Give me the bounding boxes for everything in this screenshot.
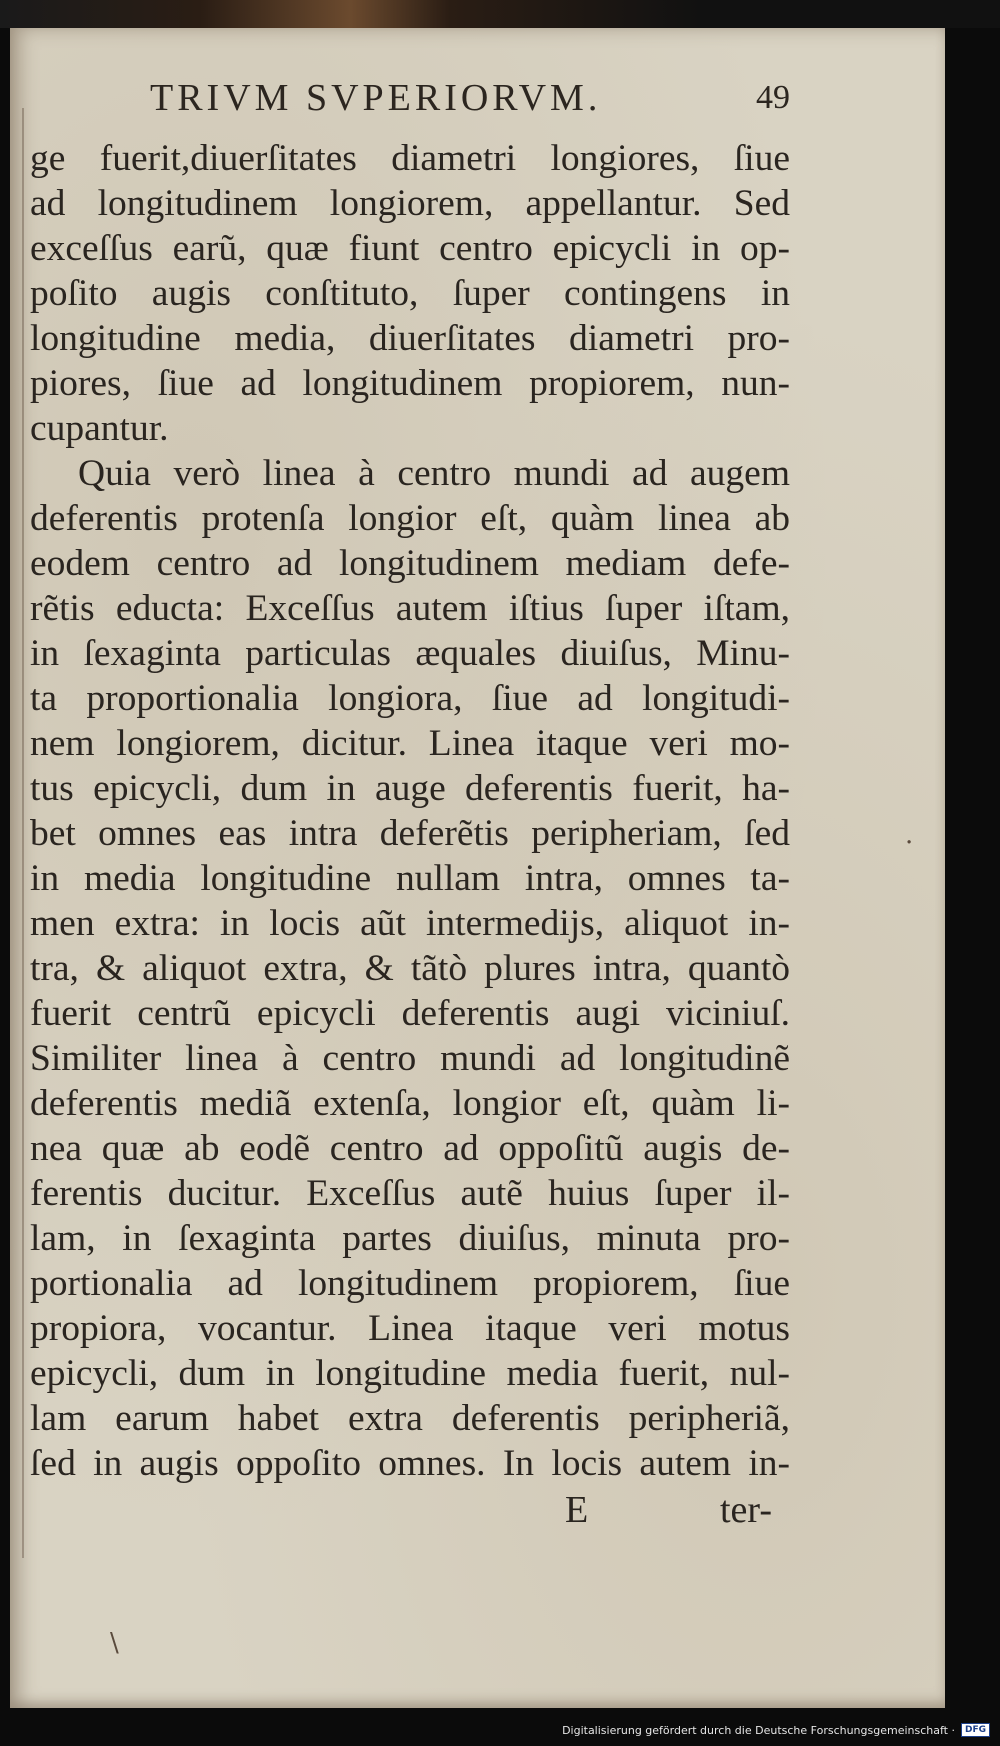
body-text <box>30 136 790 1486</box>
scan-top-strip <box>0 0 1000 28</box>
text-line: ad longitudinem longiorem, appellantur. Sed <box>30 183 790 224</box>
page-footer <box>30 1488 790 1548</box>
text-line: cupantur. <box>30 408 169 449</box>
text-line: tus epicycli, dum in auge deferentis fuerit, ha- <box>30 768 790 809</box>
text-line: nem longiorem, dicitur. Linea itaque veri mo- <box>30 723 790 764</box>
text-line: ta proportionalia longiora, ſiue ad longitudi- <box>30 678 790 719</box>
text-line: exceſſus earũ, quæ fiunt centro epicycli in op- <box>30 228 790 269</box>
text-line: ge fuerit,diuerſitates diametri longiores, ſiue <box>30 138 790 179</box>
gutter-shadow <box>22 108 24 1558</box>
signature-mark: E <box>565 1489 589 1531</box>
credit-text: Digitalisierung gefördert durch die Deutsche Forschungsgemeinschaft · <box>562 1723 955 1737</box>
dfg-logo-icon: DFG <box>961 1723 990 1737</box>
text-line: rẽtis educta: Exceſſus autem iſtius ſuper iſtam, <box>30 588 790 629</box>
text-line: propiora, vocantur. Linea itaque veri motus <box>30 1308 790 1349</box>
text-line: deferentis mediã extenſa, longior eſt, quàm li- <box>30 1083 790 1124</box>
text-line: tra, & aliquot extra, & tãtò plures intra, quantò <box>30 948 790 989</box>
text-line: men extra: in locis aũt intermedijs, aliquot in- <box>30 903 790 944</box>
text-line: poſito augis conſtituto, ſuper contingens in <box>30 273 790 314</box>
running-title: TRIVM SVPERIORVM. <box>150 77 602 119</box>
text-line: in media longitudine nullam intra, omnes ta- <box>30 858 790 899</box>
text-line: ferentis ducitur. Exceſſus autẽ huius ſuper il- <box>30 1173 790 1214</box>
text-line: bet omnes eas intra deferẽtis peripheriam, ſed <box>30 813 790 854</box>
text-line: ſed in augis oppoſito omnes. In locis autem in- <box>30 1443 790 1484</box>
text-line: lam, in ſexaginta partes diuiſus, minuta pro- <box>30 1218 790 1259</box>
text-line: portionalia ad longitudinem propiorem, ſiue <box>30 1263 790 1304</box>
text-line: nea quæ ab eodẽ centro ad oppoſitũ augis de- <box>30 1128 790 1169</box>
text-line: eodem centro ad longitudinem mediam defe- <box>30 543 790 584</box>
margin-blot-icon: · <box>905 828 914 858</box>
text-line: epicycli, dum in longitudine media fuerit, nul- <box>30 1353 790 1394</box>
text-line: lam earum habet extra deferentis peripheriã, <box>30 1398 790 1439</box>
page-number: 49 <box>756 79 790 116</box>
margin-scratch-icon: \ <box>110 1628 119 1658</box>
text-line: Similiter linea à centro mundi ad longitudinẽ <box>30 1038 790 1079</box>
text-line: piores, ſiue ad longitudinem propiorem, nun- <box>30 363 790 404</box>
text-line: fuerit centrũ epicycli deferentis augi viciniuſ. <box>30 993 790 1034</box>
text-line: in ſexaginta particulas æquales diuiſus, Minu- <box>30 633 790 674</box>
paragraph-start-line: Quia verò linea à centro mundi ad augem <box>78 453 790 494</box>
digitization-credit <box>562 1720 990 1740</box>
running-header <box>150 68 790 128</box>
book-page <box>10 28 945 1708</box>
text-line: deferentis protenſa longior eſt, quàm linea ab <box>30 498 790 539</box>
catchword: ter- <box>720 1489 772 1531</box>
text-line: longitudine media, diuerſitates diametri pro- <box>30 318 790 359</box>
